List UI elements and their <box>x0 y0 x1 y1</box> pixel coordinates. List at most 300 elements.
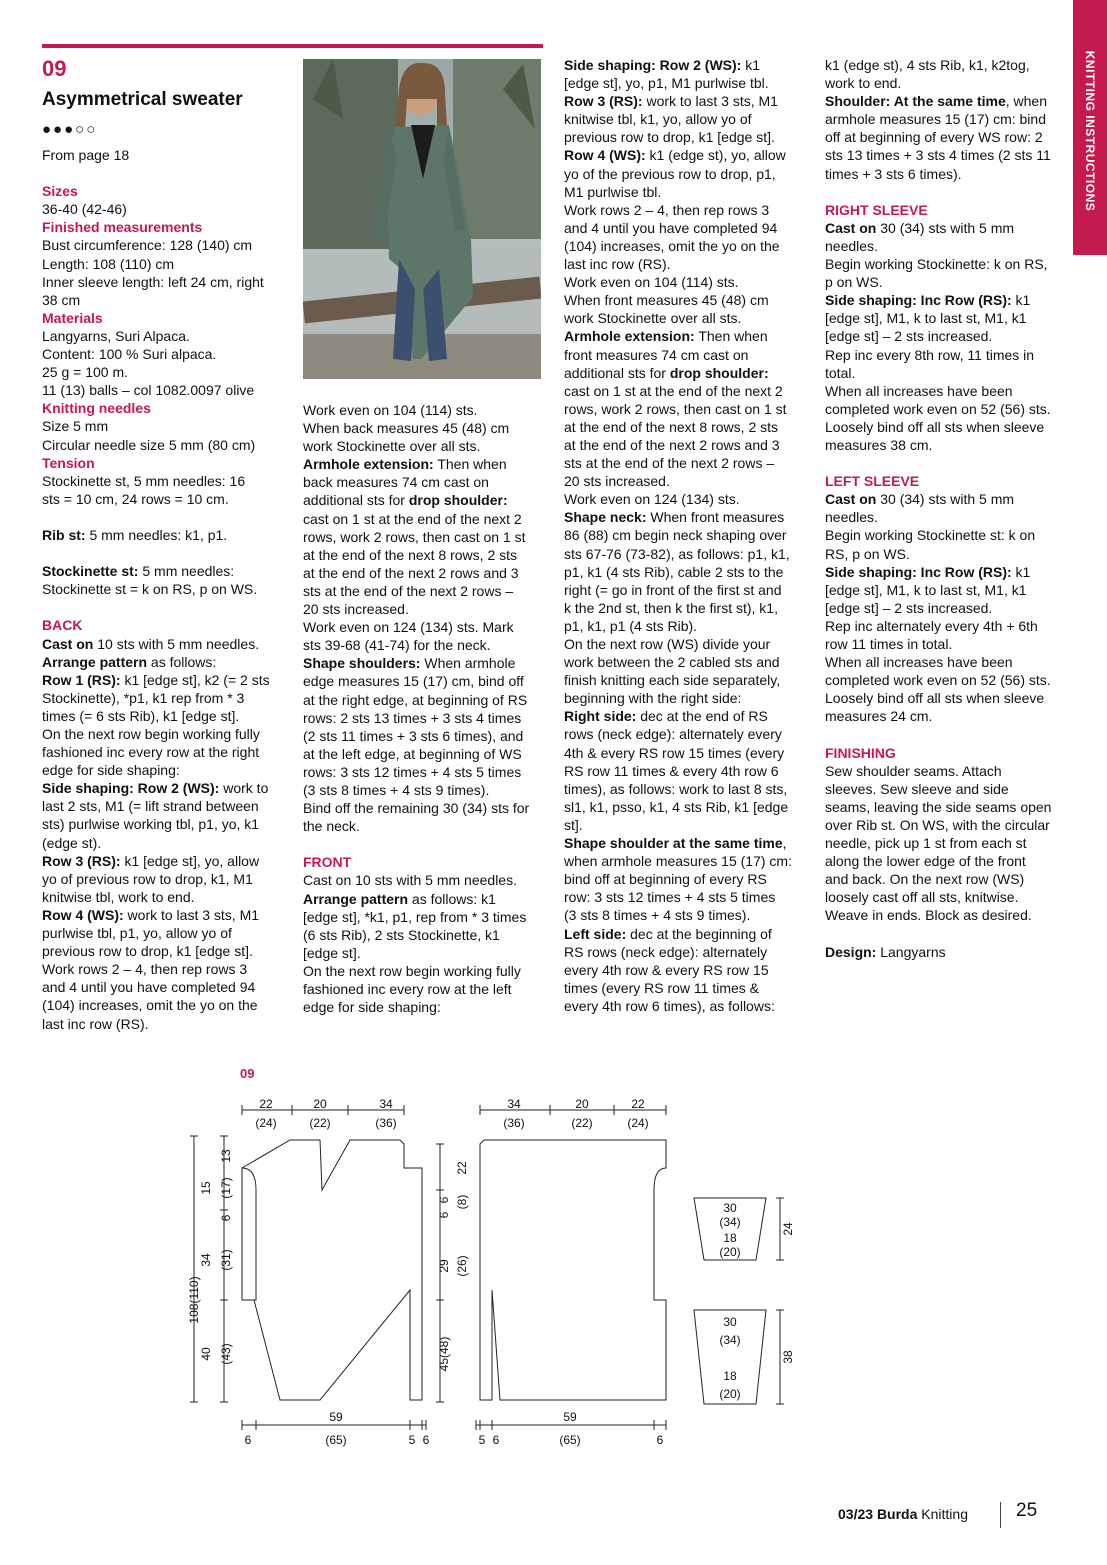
heading-label: LEFT SLEEVE <box>825 473 920 490</box>
text-line <box>825 508 1070 526</box>
section-heading <box>825 201 1070 219</box>
text-line <box>303 998 553 1016</box>
column-materials-back <box>42 146 292 1033</box>
line-text: k1 <box>741 57 761 73</box>
line-text: Rep inc alternately every 4th + 6th <box>825 617 1038 634</box>
line-text: Size 5 mm <box>42 418 109 435</box>
section-tab <box>1073 0 1107 255</box>
heading-label: RIGHT SLEEVE <box>825 201 928 218</box>
text-line <box>42 381 292 399</box>
bold-label: drop shoulder: <box>408 492 508 509</box>
line-text: On the next row (WS) divide your <box>564 636 771 652</box>
text-line <box>564 979 814 997</box>
text-line <box>825 689 1070 707</box>
text-line <box>303 654 553 672</box>
model-photo-image <box>303 59 541 379</box>
line-text: 86 (88) cm begin neck shaping over <box>564 527 787 544</box>
text-line <box>42 436 292 454</box>
text-line <box>564 165 814 183</box>
text-line <box>42 671 292 689</box>
line-text: Then when <box>433 456 507 473</box>
line-text: times + 3 sts 6 times). <box>825 165 962 182</box>
dim: (20) <box>719 1245 741 1259</box>
text-line <box>564 961 814 979</box>
heading-label: Finished measurements <box>42 219 203 236</box>
dim: (20) <box>719 1387 741 1401</box>
bold-label: Rib st: <box>42 526 86 543</box>
line-text: 5 mm needles: k1, p1. <box>85 526 228 543</box>
bold-label: Left side: <box>564 925 627 942</box>
line-text: (3 sts 8 times + 4 sts 9 times). <box>303 781 490 798</box>
text-line <box>564 472 814 490</box>
line-text: armhole measures 15 (17) cm: bind <box>825 111 1046 128</box>
dim: (34) <box>719 1333 741 1347</box>
dim: 5 <box>408 1433 416 1447</box>
dim: (65) <box>325 1433 347 1447</box>
schematic-svg <box>170 1060 810 1460</box>
front-outline <box>242 1140 422 1400</box>
text-line <box>303 817 553 835</box>
text-line <box>303 944 553 962</box>
line-text: Rep inc every 8th row, 11 times in <box>825 346 1035 363</box>
text-line <box>564 400 814 418</box>
text-line <box>564 943 814 961</box>
text-line <box>564 707 814 725</box>
dim: 15 <box>199 1181 213 1195</box>
paragraph-spacer <box>42 544 292 562</box>
dim: 20 <box>313 1097 327 1111</box>
line-text: dec at the beginning of <box>626 925 772 942</box>
text-line <box>42 490 292 508</box>
bold-label: Right side: <box>564 708 637 725</box>
line-text: knitwise tbl, work to end. <box>42 888 195 905</box>
line-text: [edge st] – 2 sts increased. <box>825 599 993 616</box>
text-line <box>564 327 814 345</box>
text-line <box>42 960 292 978</box>
text-line <box>303 799 553 817</box>
dim: (8) <box>455 1194 469 1210</box>
line-text: When all increases have been <box>825 382 1013 399</box>
line-text: p1, k1, p1 (4 sts Rib). <box>564 617 698 634</box>
line-text: at the end of the next 2 rows and 3 <box>303 564 519 581</box>
line-text: p1, k1 (4 sts Rib), cable 2 sts to the <box>564 563 784 580</box>
text-line <box>303 745 553 763</box>
text-line <box>825 92 1070 110</box>
line-text: Work rows 2 – 4, then rep rows 3 <box>42 961 248 978</box>
text-line <box>825 327 1070 345</box>
dim: 22 <box>455 1161 469 1175</box>
line-text: 10 sts with 5 mm needles. <box>93 635 260 652</box>
line-text: loosely cast off all sts, knitwise. <box>825 889 1019 906</box>
dim: (36) <box>503 1116 525 1130</box>
line-text: row 11 times in total. <box>825 636 953 652</box>
text-line <box>825 635 1070 653</box>
line-text: Bust circumference: 128 (140) cm <box>42 237 253 254</box>
line-text: 5 mm needles: <box>138 563 235 580</box>
line-text: (edge st). <box>42 834 102 851</box>
text-line <box>825 798 1070 816</box>
bold-label: Shape neck: <box>564 509 647 526</box>
line-text: 36-40 (42-46) <box>42 201 127 218</box>
line-text: k1 <box>1011 292 1031 309</box>
text-line <box>42 345 292 363</box>
bold-label: Cast on <box>825 491 877 508</box>
line-text: times (every RS row 11 times & <box>564 979 760 996</box>
text-line <box>303 980 553 998</box>
text-line <box>42 743 292 761</box>
line-text: 30 (34) sts with 5 mm <box>876 491 1015 508</box>
line-text: the neck. <box>303 818 360 835</box>
line-text: beginning with the right side: <box>564 690 742 707</box>
section-heading <box>303 853 553 871</box>
line-text: sts) purlwise working tbl, p1, yo, k1 <box>42 816 260 833</box>
paragraph-spacer <box>825 725 1070 743</box>
text-line <box>825 707 1070 725</box>
text-line <box>564 454 814 472</box>
paragraph-spacer <box>42 508 292 526</box>
text-line <box>42 707 292 725</box>
text-line <box>825 762 1070 780</box>
dim: 18 <box>723 1369 737 1383</box>
dim: 38 <box>781 1350 795 1364</box>
line-text: Langyarns <box>876 943 946 960</box>
text-line <box>564 852 814 870</box>
text-line <box>303 636 553 654</box>
dim: 20 <box>575 1097 589 1111</box>
line-text: (2 sts 11 times + 3 sts 6 times), and <box>303 727 524 744</box>
line-text: every 4th row & every RS row 15 <box>564 961 769 978</box>
bold-label: Row 3 (RS): <box>564 93 643 110</box>
text-line <box>303 546 553 564</box>
line-text: k1 [edge st], yo, allow <box>120 852 260 869</box>
text-line <box>564 382 814 400</box>
dim: (34) <box>719 1215 741 1229</box>
text-line <box>825 346 1070 364</box>
text-line <box>825 309 1070 327</box>
text-line <box>825 816 1070 834</box>
text-line <box>303 727 553 745</box>
text-line <box>564 599 814 617</box>
line-text: when armhole measures 15 (17) cm: <box>564 853 792 870</box>
line-text: finish knitting each side separately, <box>564 672 781 689</box>
line-text: 30 (34) sts with 5 mm <box>876 219 1015 236</box>
line-text: dec at the end of RS <box>636 708 768 725</box>
text-line <box>303 582 553 600</box>
column-back-front <box>303 401 553 1016</box>
line-text: times), as follows: work to last 8 sts, <box>564 780 788 797</box>
line-text: and 4 until you have completed 94 <box>564 219 778 236</box>
text-line <box>42 870 292 888</box>
dim: (22) <box>309 1116 331 1130</box>
dim: (36) <box>375 1116 397 1130</box>
line-text: at the left edge, at beginning of WS <box>303 745 522 762</box>
line-text: work to end. <box>825 75 902 92</box>
heading-label: FINISHING <box>825 744 896 761</box>
line-text: [edge st], M1, k to last st, M1, k1 <box>825 581 1027 598</box>
text-line <box>564 780 814 798</box>
dim: (22) <box>571 1116 593 1130</box>
text-line <box>42 852 292 870</box>
text-line <box>825 599 1070 617</box>
line-text: [edge st], yo, p1, M1 purlwise tbl. <box>564 75 769 92</box>
text-line <box>42 200 292 218</box>
line-text: Work even on 104 (114) sts. <box>303 402 478 418</box>
bold-label: Side shaping: Inc Row (RS): <box>825 292 1012 309</box>
text-line <box>564 744 814 762</box>
bold-label: Shape shoulders: <box>303 655 421 672</box>
line-text: work Stockinette over all sts. <box>564 310 742 327</box>
line-text: k1 (edge st), 4 sts Rib, k1, k2tog, <box>825 57 1030 73</box>
line-text: RS row 11 times & every 4th row 6 <box>564 762 779 779</box>
line-text: sts at the end of the next 2 rows – <box>303 582 514 599</box>
line-text: sts 39-68 (41-74) for the neck. <box>303 637 491 654</box>
line-text: Begin working Stockinette st: k on <box>825 527 1036 544</box>
text-line <box>825 581 1070 599</box>
line-text: purlwise tbl, p1, yo, allow yo of <box>42 925 232 942</box>
text-line <box>825 436 1070 454</box>
line-text: work to last 3 sts, M1 <box>642 93 778 110</box>
text-line <box>564 725 814 743</box>
text-line <box>564 490 814 508</box>
text-line <box>564 364 814 382</box>
bold-label: Cast on <box>42 635 94 652</box>
line-text: Stockinette st = k on RS, p on WS. <box>42 581 258 598</box>
line-text: Bind off the remaining 30 (34) sts for <box>303 800 530 817</box>
dim: 30 <box>723 1201 737 1215</box>
line-text: sts 13 times + 3 sts 4 times (2 sts 11 <box>825 147 1051 164</box>
line-text: front measures 74 cm cast on <box>564 346 749 363</box>
text-line <box>825 219 1070 237</box>
text-line <box>564 56 814 74</box>
text-line <box>825 888 1070 906</box>
text-line <box>42 635 292 653</box>
text-line <box>825 906 1070 924</box>
dim: 34 <box>199 1253 213 1267</box>
line-text: rows, work 2 rows, then cast on 1 st <box>303 528 526 545</box>
text-line <box>42 273 292 291</box>
line-text: at the end of the next 8 rows, 2 sts <box>564 418 779 435</box>
text-line <box>42 924 292 942</box>
heading-label: Sizes <box>42 183 78 200</box>
bold-label: Armhole extension: <box>303 456 434 473</box>
text-line <box>825 146 1070 164</box>
line-text: back measures 74 cm cast on <box>303 474 489 491</box>
section-tab-label: KNITTING INSTRUCTIONS <box>1083 50 1097 212</box>
line-text: Loosely bind off all sts when sleeve <box>825 418 1045 435</box>
line-text: sts = 10 cm, 24 rows = 10 cm. <box>42 490 229 507</box>
text-line <box>564 219 814 237</box>
text-line <box>564 816 814 834</box>
line-text: When armhole <box>420 655 516 672</box>
section-heading <box>825 744 1070 762</box>
line-text: [edge st], M1, k to last st, M1, k1 <box>825 310 1027 327</box>
line-text: When back measures 45 (48) cm <box>303 420 510 437</box>
line-text: Work rows 2 – 4, then rep rows 3 <box>564 201 770 218</box>
text-line <box>825 291 1070 309</box>
text-line <box>825 653 1070 671</box>
dim: 34 <box>379 1097 393 1111</box>
text-line <box>42 291 292 309</box>
line-text: work to last 3 sts, M1 <box>123 906 260 923</box>
text-line <box>564 906 814 924</box>
text-line <box>303 672 553 690</box>
line-text: work between the 2 cabled sts and <box>564 654 780 671</box>
bold-label: Cast on <box>825 219 877 236</box>
text-line <box>303 510 553 528</box>
text-line <box>825 165 1070 183</box>
schematic-diagram <box>170 1060 810 1465</box>
text-line <box>303 709 553 727</box>
text-line <box>825 490 1070 508</box>
dim: (43) <box>219 1343 233 1365</box>
text-line <box>42 236 292 254</box>
line-text: work to <box>219 780 269 797</box>
footer-brand: Burda <box>876 1506 918 1522</box>
paragraph-spacer <box>825 925 1070 943</box>
line-text: as follows: <box>147 653 217 670</box>
text-line <box>42 888 292 906</box>
dim: 59 <box>563 1410 577 1424</box>
line-text: k the 2nd st, then k the first st), k1, <box>564 599 778 616</box>
line-text: fashioned inc every row at the right <box>42 744 260 761</box>
line-text: sts at the end of the next 2 rows – <box>564 455 775 472</box>
dim: 6 <box>422 1433 430 1447</box>
line-text: row: 3 sts 12 times + 4 sts 5 times <box>564 889 776 906</box>
text-line <box>303 419 553 437</box>
line-text: (104) increases, omit the yo on the <box>564 237 780 254</box>
line-text: needles. <box>825 509 878 526</box>
text-line <box>303 618 553 636</box>
text-line <box>564 146 814 164</box>
text-line <box>564 925 814 943</box>
line-text: When front measures 45 (48) cm <box>564 292 769 309</box>
dim: 13 <box>219 1149 233 1163</box>
line-text: M1 purlwise tbl. <box>564 183 662 200</box>
dim: 40 <box>199 1347 213 1361</box>
line-text: seams, leaving the side seams open <box>825 798 1052 815</box>
bold-label: Side shaping: Row 2 (WS): <box>564 57 742 73</box>
line-text: cast on 1 st at the end of the next 2 <box>303 510 522 527</box>
text-line <box>564 92 814 110</box>
line-text: times (= 6 sts Rib), k1 [edge st]. <box>42 707 240 724</box>
dim: 24 <box>781 1222 795 1236</box>
line-text: needle, pick up 1 st from each st <box>825 835 1027 852</box>
dim: 30 <box>723 1315 737 1329</box>
line-text: Begin working Stockinette: k on RS, <box>825 256 1048 273</box>
dim: 22 <box>631 1097 645 1111</box>
text-line <box>564 997 814 1015</box>
text-line <box>825 671 1070 689</box>
heading-label: Materials <box>42 309 103 326</box>
paragraph-spacer <box>303 835 553 853</box>
section-heading <box>42 454 292 472</box>
line-text: rows: 2 sts 13 times + 3 sts 4 times <box>303 709 522 726</box>
line-text: at the end of the next 2 rows and 3 <box>564 436 780 453</box>
text-line <box>303 401 553 419</box>
text-line <box>42 255 292 273</box>
line-text: sl1, k1, psso, k1, 4 sts Rib, k1 [edge <box>564 798 789 815</box>
from-page-ref: From page 18 <box>42 147 130 163</box>
line-text: measures 38 cm. <box>825 436 933 453</box>
line-text: RS, p on WS. <box>825 545 910 562</box>
text-line <box>564 870 814 888</box>
line-text: [edge st], *k1, p1, rep from * 3 times <box>303 908 527 925</box>
text-line <box>42 906 292 924</box>
line-text: needles. <box>825 237 878 254</box>
line-text: last inc row (RS). <box>564 256 671 273</box>
line-text: [edge st]. <box>303 944 361 961</box>
text-line <box>825 74 1070 92</box>
line-text: and 4 until you have completed 94 <box>42 979 256 996</box>
line-text: Then when <box>694 328 768 345</box>
line-text: (3 sts 8 times + 4 sts 9 times). <box>564 907 751 924</box>
line-text: edge for side shaping: <box>303 999 441 1016</box>
line-text: k1 [edge st], k2 (= 2 sts <box>120 671 270 688</box>
line-text: k1 <box>1011 563 1031 580</box>
text-line <box>42 797 292 815</box>
text-line <box>303 691 553 709</box>
dim: 45(48) <box>437 1336 451 1372</box>
line-text: over Rib st. On WS, with the circular <box>825 816 1050 833</box>
bold-label: Arrange pattern <box>303 890 409 907</box>
text-line <box>42 580 292 598</box>
dim: 6 <box>656 1433 664 1447</box>
line-text: last inc row (RS). <box>42 1015 149 1032</box>
line-text: 20 sts increased. <box>564 473 670 490</box>
bold-label: Side shaping: Inc Row (RS): <box>825 563 1012 580</box>
dim: (65) <box>559 1433 581 1447</box>
line-text: sts 67-76 (73-82), as follows: p1, k1, <box>564 545 790 562</box>
text-line <box>564 436 814 454</box>
header-rule <box>42 44 543 48</box>
bold-label: Design: <box>825 943 877 960</box>
text-line <box>564 183 814 201</box>
dim: 108(110) <box>187 1276 201 1324</box>
line-text: at the end of the next 8 rows, 2 sts <box>303 546 518 563</box>
paragraph-spacer <box>825 454 1070 472</box>
text-line <box>825 834 1070 852</box>
line-text: [edge st] – 2 sts increased. <box>825 328 993 345</box>
line-text: , <box>782 835 787 852</box>
bold-label: Side shaping: Row 2 (WS): <box>42 780 220 797</box>
text-line <box>564 291 814 309</box>
text-line <box>825 545 1070 563</box>
line-text: Work even on 124 (134) sts. <box>564 491 740 508</box>
text-line <box>303 455 553 473</box>
text-line <box>564 255 814 273</box>
footer <box>838 1506 968 1522</box>
text-line <box>303 890 553 908</box>
dim: 6 <box>437 1211 451 1219</box>
model-photo <box>303 59 541 379</box>
bold-label: Shape shoulder at the same time <box>564 835 783 852</box>
line-text: total. <box>825 364 856 381</box>
line-text: 20 sts increased. <box>303 601 409 618</box>
line-text: last 2 sts, M1 (= lift strand between <box>42 798 259 815</box>
bold-label: drop shoulder: <box>669 364 769 381</box>
line-text: yo of previous row to drop, k1, M1 <box>42 870 253 887</box>
dim: 5 <box>478 1433 486 1447</box>
line-text: edge for side shaping: <box>42 762 180 779</box>
footer-section: Knitting <box>917 1506 968 1522</box>
line-text: right (= go in front of the first st and <box>564 581 782 598</box>
section-heading <box>42 309 292 327</box>
line-text: Cast on 10 sts with 5 mm needles. <box>303 872 517 889</box>
dim: (26) <box>455 1255 469 1277</box>
text-line <box>825 852 1070 870</box>
line-text: measures 24 cm. <box>825 708 933 725</box>
line-text: rows (neck edge): alternately every <box>564 726 782 743</box>
